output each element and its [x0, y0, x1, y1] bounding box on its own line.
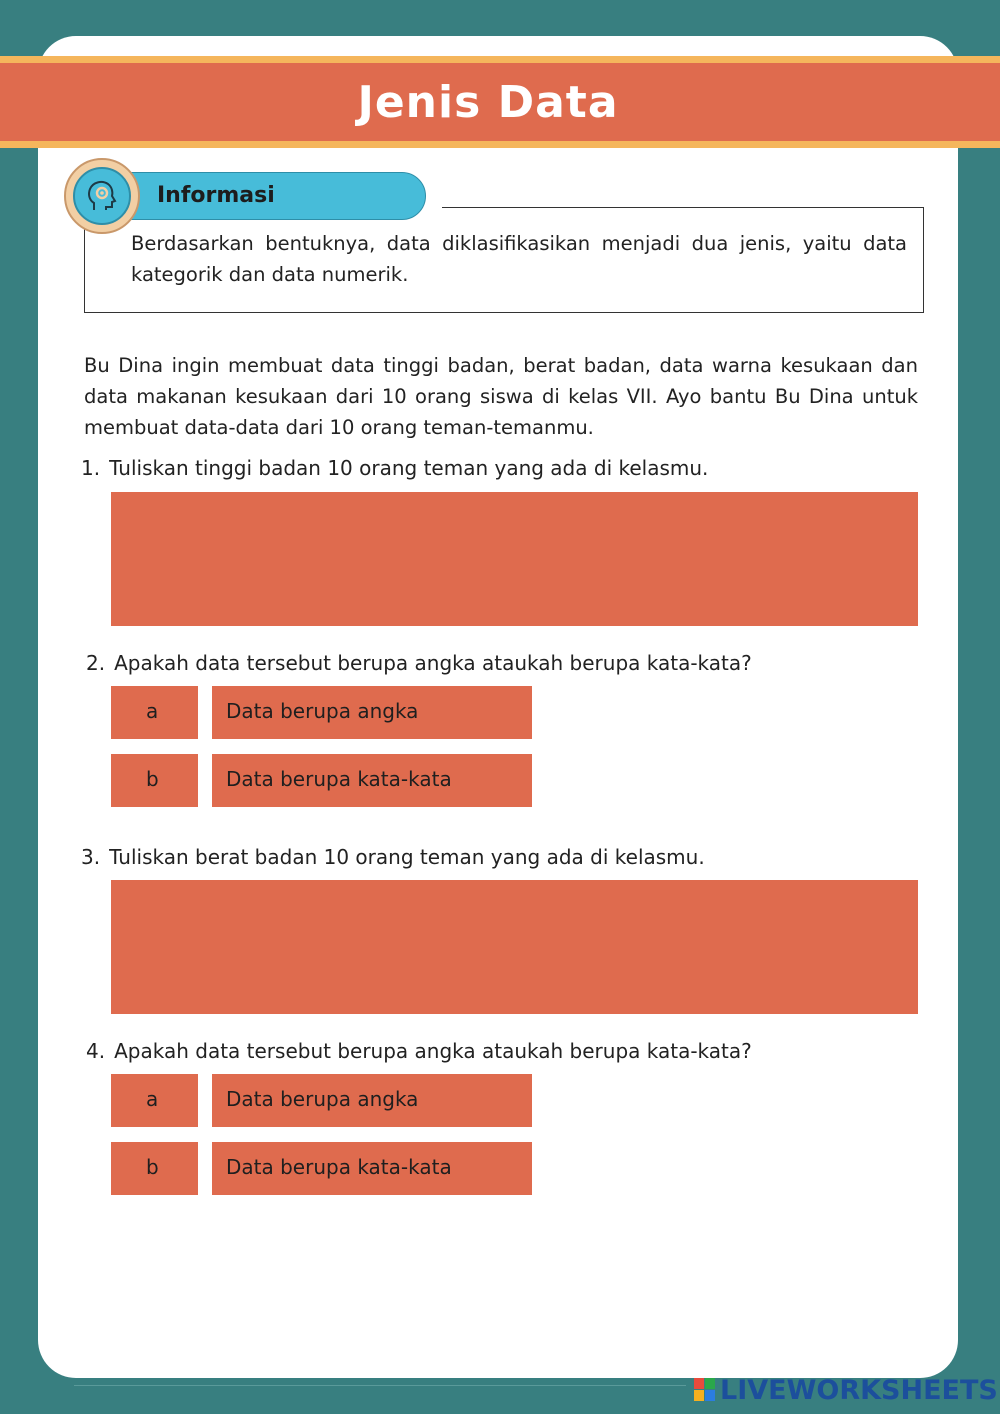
question-text: Tuliskan tinggi badan 10 orang teman yang ada di kelasmu.	[109, 456, 709, 480]
option-b-button[interactable]: Data berupa kata-kata	[212, 754, 532, 807]
answer-box-1[interactable]	[111, 492, 918, 626]
option-letter-a[interactable]: a	[111, 1074, 198, 1127]
info-text: Berdasarkan bentuknya, data diklasifikasikan menjadi dua jenis, yaitu data kategorik dan data numerik.	[131, 232, 907, 286]
question-3	[81, 845, 705, 869]
question-4	[86, 1039, 752, 1063]
option-a-button[interactable]: Data berupa angka	[212, 1074, 532, 1127]
brand-name: LIVEWORKSHEETS	[720, 1374, 998, 1406]
question-1	[81, 456, 708, 480]
option-letter-b[interactable]: b	[111, 754, 198, 807]
question-text: Apakah data tersebut berupa angka ataukah berupa kata-kata?	[114, 1039, 752, 1063]
question-number: 4.	[86, 1039, 106, 1063]
question-text: Tuliskan berat badan 10 orang teman yang ada di kelasmu.	[109, 845, 705, 869]
head-gear-icon	[64, 158, 140, 234]
page-title: Jenis Data	[357, 76, 619, 128]
option-letter-a[interactable]: a	[111, 686, 198, 739]
title-banner	[0, 56, 1000, 148]
question-number: 1.	[81, 456, 101, 480]
question-2	[86, 651, 752, 675]
option-a-button[interactable]: Data berupa angka	[212, 686, 532, 739]
info-label-pill	[106, 172, 426, 220]
footer-divider	[74, 1385, 686, 1386]
option-b-button[interactable]: Data berupa kata-kata	[212, 1142, 532, 1195]
brand-logo	[694, 1375, 998, 1405]
question-text: Apakah data tersebut berupa angka ataukah berupa kata-kata?	[114, 651, 752, 675]
question-number: 3.	[81, 845, 101, 869]
question-number: 2.	[86, 651, 106, 675]
brand-blocks-icon	[694, 1378, 716, 1402]
option-letter-b[interactable]: b	[111, 1142, 198, 1195]
answer-box-3[interactable]	[111, 880, 918, 1014]
info-label: Informasi	[157, 183, 275, 208]
intro-paragraph: Bu Dina ingin membuat data tinggi badan, berat badan, data warna kesukaan dan data makanan kesukaan dari 10 orang siswa di kelas VII. Ayo bantu Bu Dina untuk membuat data-data dari 10 orang teman-temanmu.	[84, 354, 918, 439]
